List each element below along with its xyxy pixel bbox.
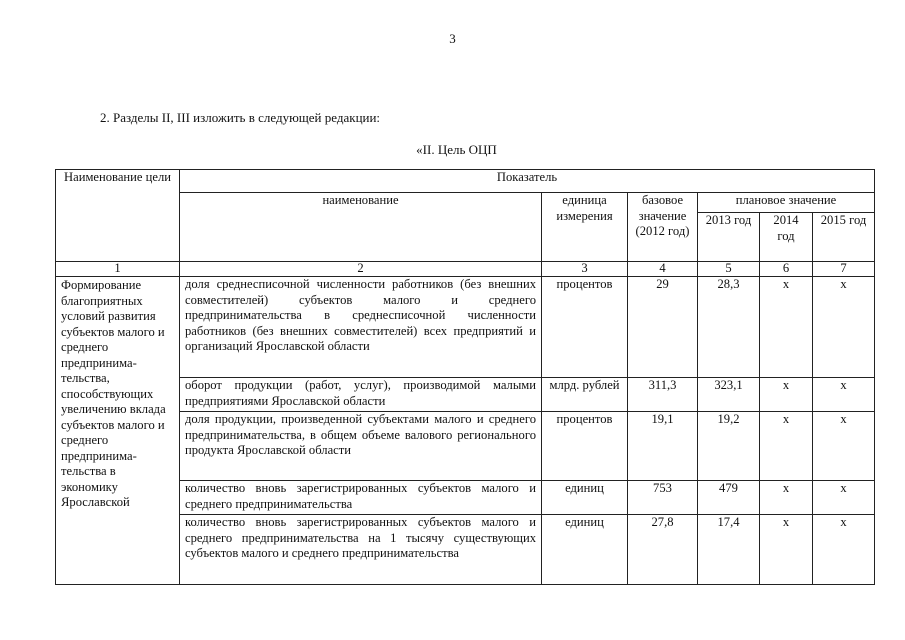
- value-2015: х: [813, 277, 875, 378]
- indicator-unit: процентов: [542, 277, 628, 378]
- header-name: наименование: [180, 193, 542, 262]
- indicator-name: доля продукции, произведенной субъектами малого и среднего предпринимательства, в общем объеме валового регионального продукта Ярославской области: [180, 412, 542, 481]
- indicator-name: оборот продукции (работ, услуг), производимой малыми предприятиями Ярославской области: [180, 378, 542, 412]
- header-year-2013: 2013 год: [698, 213, 760, 262]
- indicator-unit: процентов: [542, 412, 628, 481]
- value-2014: х: [760, 412, 813, 481]
- value-2015: х: [813, 481, 875, 515]
- indicator-unit: млрд. рублей: [542, 378, 628, 412]
- value-2013: 28,3: [698, 277, 760, 378]
- value-2013: 17,4: [698, 515, 760, 585]
- col-number: 2: [180, 262, 542, 277]
- indicator-unit: единиц: [542, 481, 628, 515]
- goals-table: [55, 169, 875, 585]
- indicator-name: количество вновь зарегистрированных субъектов малого и среднего предпринимательства: [180, 481, 542, 515]
- value-2015: х: [813, 412, 875, 481]
- indicator-unit: единиц: [542, 515, 628, 585]
- header-year-2015: 2015 год: [813, 213, 875, 262]
- indicator-base: 29: [628, 277, 698, 378]
- value-2013: 323,1: [698, 378, 760, 412]
- col-number: 6: [760, 262, 813, 277]
- header-unit: единица измерения: [542, 193, 628, 262]
- value-2014: х: [760, 515, 813, 585]
- value-2013: 479: [698, 481, 760, 515]
- header-goal-name: Наименование цели: [56, 170, 180, 262]
- header-year-2014: 2014 год: [760, 213, 813, 262]
- section-title: «II. Цель ОЦП: [416, 142, 497, 157]
- indicator-base: 753: [628, 481, 698, 515]
- col-number: 1: [56, 262, 180, 277]
- indicator-base: 27,8: [628, 515, 698, 585]
- value-2014: х: [760, 481, 813, 515]
- col-number: 5: [698, 262, 760, 277]
- value-2015: х: [813, 515, 875, 585]
- indicator-base: 19,1: [628, 412, 698, 481]
- value-2015: х: [813, 378, 875, 412]
- table-row: [56, 277, 875, 378]
- col-number: 3: [542, 262, 628, 277]
- header-indicator: Показатель: [180, 170, 875, 193]
- indicator-base: 311,3: [628, 378, 698, 412]
- indicator-name: доля среднесписочной численности работников (без внешних совместителей) субъектов малого и среднего предпринимательства в среднесписочной численности работников (без внешних совместителей) всех предприятий и организаций Ярославской области: [180, 277, 542, 378]
- value-2014: х: [760, 277, 813, 378]
- intro-text: 2. Разделы II, III изложить в следующей редакции:: [100, 110, 381, 125]
- page-number: 3: [449, 31, 456, 46]
- value-2014: х: [760, 378, 813, 412]
- value-2013: 19,2: [698, 412, 760, 481]
- col-number: 7: [813, 262, 875, 277]
- goal-text: Формирование благоприятных условий развития субъектов малого и среднего предпринима-тельства, способствующих увеличению вклада субъектов малого и среднего предпринима-тельства в экономику Ярославской: [56, 277, 180, 585]
- indicator-name: количество вновь зарегистрированных субъектов малого и среднего предпринимательства на 1 тысячу существующих субъектов малого и среднего предпринимательства: [180, 515, 542, 585]
- header-planned: плановое значение: [698, 193, 875, 213]
- col-number: 4: [628, 262, 698, 277]
- header-base: базовое значение (2012 год): [628, 193, 698, 262]
